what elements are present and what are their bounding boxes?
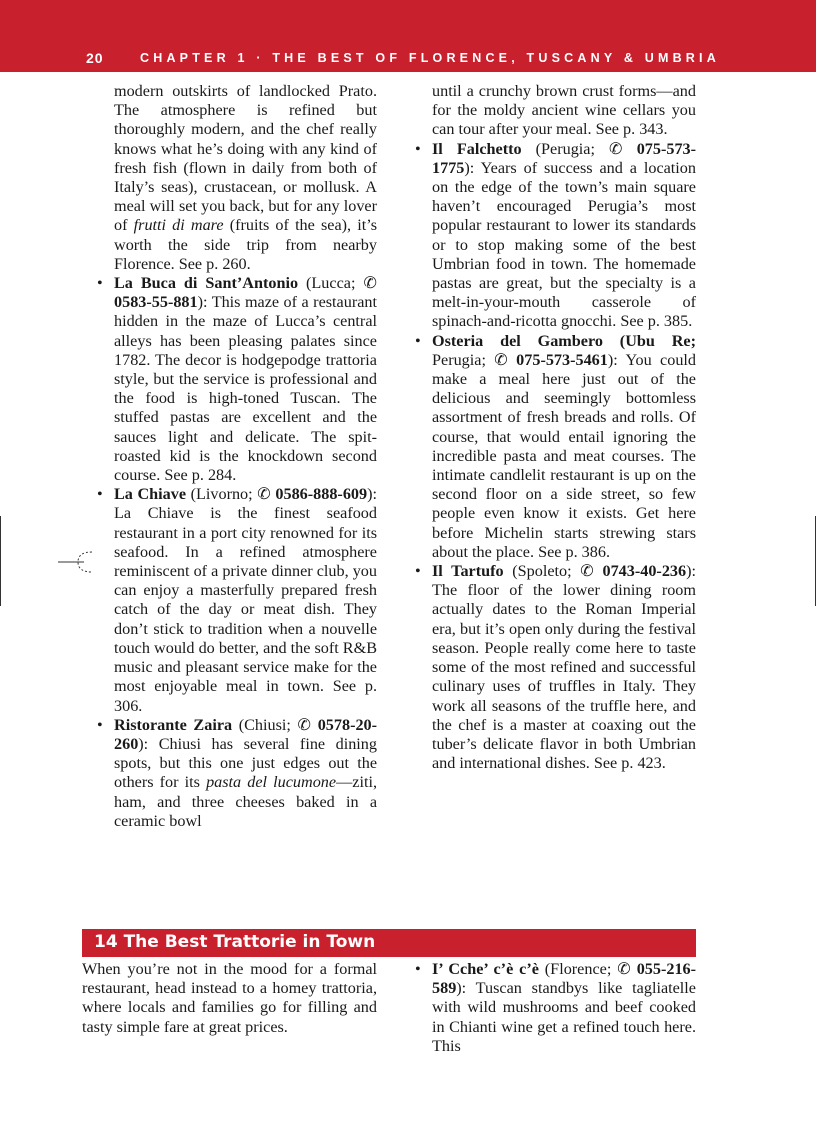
page-header — [0, 0, 816, 72]
phone-number: 0578-20-260 — [114, 715, 378, 753]
restaurant-name: La Chiave — [114, 485, 187, 504]
phone-number: 075-573-5461 — [516, 350, 608, 369]
paragraph: modern outskirts of landlocked Prato. The atmosphere is refined but thoroughly modern, and the chef really knows what he’s doing with any kind of fresh fish (flown in daily from both of Italy’s seas), crustacean, or mollusk. A meal will set you back, but for any lover of frutti di mare (fruits of the sea), it’s worth the side trip from nearby Florence. See p. 260. — [114, 82, 378, 273]
list-item: • Osteria del Gambero (Ubu Re; Perugia; ✆ 075-573-5461): You could make a meal here just out of the delicious and seemingly bottomless assortment of fresh breads and rolls. Of course, that would entail ignoring the incredible pasta and meat courses. The intimate candlelit restaurant is up on the second floor on a side street, so few people even know it exists. Get here before Michelin starts strewing stars about the place. See p. 386. — [415, 331, 696, 561]
column-1 — [97, 82, 378, 831]
phone-icon: ✆ — [363, 274, 378, 293]
phone-icon: ✆ — [257, 485, 271, 504]
registration-mark-icon — [58, 548, 98, 576]
paragraph: until a crunchy brown crust forms—and for the moldy ancient wine cellars you can tour after your meal. See p. 343. — [432, 82, 696, 139]
restaurant-name: Osteria del Gambero (Ubu Re; — [432, 331, 696, 350]
column-3 — [82, 960, 377, 1037]
restaurant-name: Ristorante Zaira — [114, 715, 233, 734]
phone-icon: ✆ — [580, 562, 594, 581]
restaurant-name: I’ Cche’ c’è c’è — [432, 960, 539, 978]
column-2 — [415, 82, 697, 773]
restaurant-name: Il Falchetto — [432, 139, 522, 158]
phone-icon: ✆ — [617, 960, 631, 978]
crop-mark-left — [0, 516, 1, 606]
paragraph: When you’re not in the mood for a formal restaurant, head instead to a homey trattoria, where locals and families go for filling and tasty simple fare at great prices. — [82, 960, 377, 1036]
phone-number: 075-573-1775 — [432, 139, 697, 177]
running-head: CHAPTER 1 · THE BEST OF FLORENCE, TUSCANY & UMBRIA — [140, 51, 720, 65]
list-item: • La Buca di Sant’Antonio (Lucca; ✆ 0583-55-881): This maze of a restaurant hidden in the maze of Lucca’s central alleys has been pleasing palates since 1782. The decor is hodgepodge trattoria style, but the service is professional and the food is high-toned Tuscan. The stuffed pastas are excellent and the sauces light and delicate. The spit-roasted kid is the knockdown second course. See p. 284. — [97, 274, 378, 485]
phone-number: 0586-888-609 — [275, 485, 368, 504]
phone-icon: ✆ — [494, 350, 508, 369]
list-item: • I’ Cche’ c’è c’è (Florence; ✆ 055-216-589): Tuscan standbys like tagliatelle with wild mushrooms and beef cooked in Chianti wine get a refined touch here. This — [415, 960, 697, 1055]
phone-icon: ✆ — [297, 715, 312, 734]
phone-number: 0743-40-236 — [602, 562, 687, 581]
page-number: 20 — [86, 50, 104, 66]
phone-number: 055-216-589 — [432, 960, 697, 998]
column-4 — [415, 960, 697, 1056]
phone-number: 0583-55-881 — [114, 293, 198, 312]
restaurant-name: Il Tartufo — [432, 562, 504, 581]
phone-icon: ✆ — [609, 139, 623, 158]
list-item: • La Chiave (Livorno; ✆ 0586-888-609): La Chiave is the finest seafood restaurant in a port city renowned for its seafood. In a refined atmosphere reminiscent of a private dinner club, you can enjoy a masterfully prepared fresh catch of the day or meat dish. They don’t stick to tradition when a nouvelle touch would do better, and the soft R&B music and pleasant service make for the most enjoyable meal in town. See p. 306. — [97, 485, 377, 715]
list-item: • Ristorante Zaira (Chiusi; ✆ 0578-20-260): Chiusi has several fine dining spots, but this one just edges out the others for its pasta del lucumone—ziti, ham, and three cheeses baked in a ceramic bowl — [97, 715, 378, 830]
list-item: • Il Tartufo (Spoleto; ✆ 0743-40-236): The floor of the lower dining room actually dates to the Roman Imperial era, but it’s open only during the festival season. People really come here to taste some of the most refined and successful culinary uses of truffles in Italy. They work all seasons of the truffle here, and the chef is a master at coaxing out the tuber’s delicate flavor in both Umbrian and international dishes. See p. 423. — [415, 562, 696, 773]
section-heading-bar — [82, 929, 696, 957]
list-item: • Il Falchetto (Perugia; ✆ 075-573-1775): Years of success and a location on the edge of the town’s main square haven’t encouraged Perugia’s most popular restaurant to lower its standards or to stop making some of the best Umbrian food in town. The homemade pastas are great, but the specialty is a melt-in-your-mouth casserole of spinach-and-ricotta gnocchi. See p. 385. — [415, 139, 697, 331]
section-title: 14 The Best Trattorie in Town — [94, 932, 376, 952]
restaurant-name: La Buca di Sant’Antonio — [114, 274, 299, 293]
